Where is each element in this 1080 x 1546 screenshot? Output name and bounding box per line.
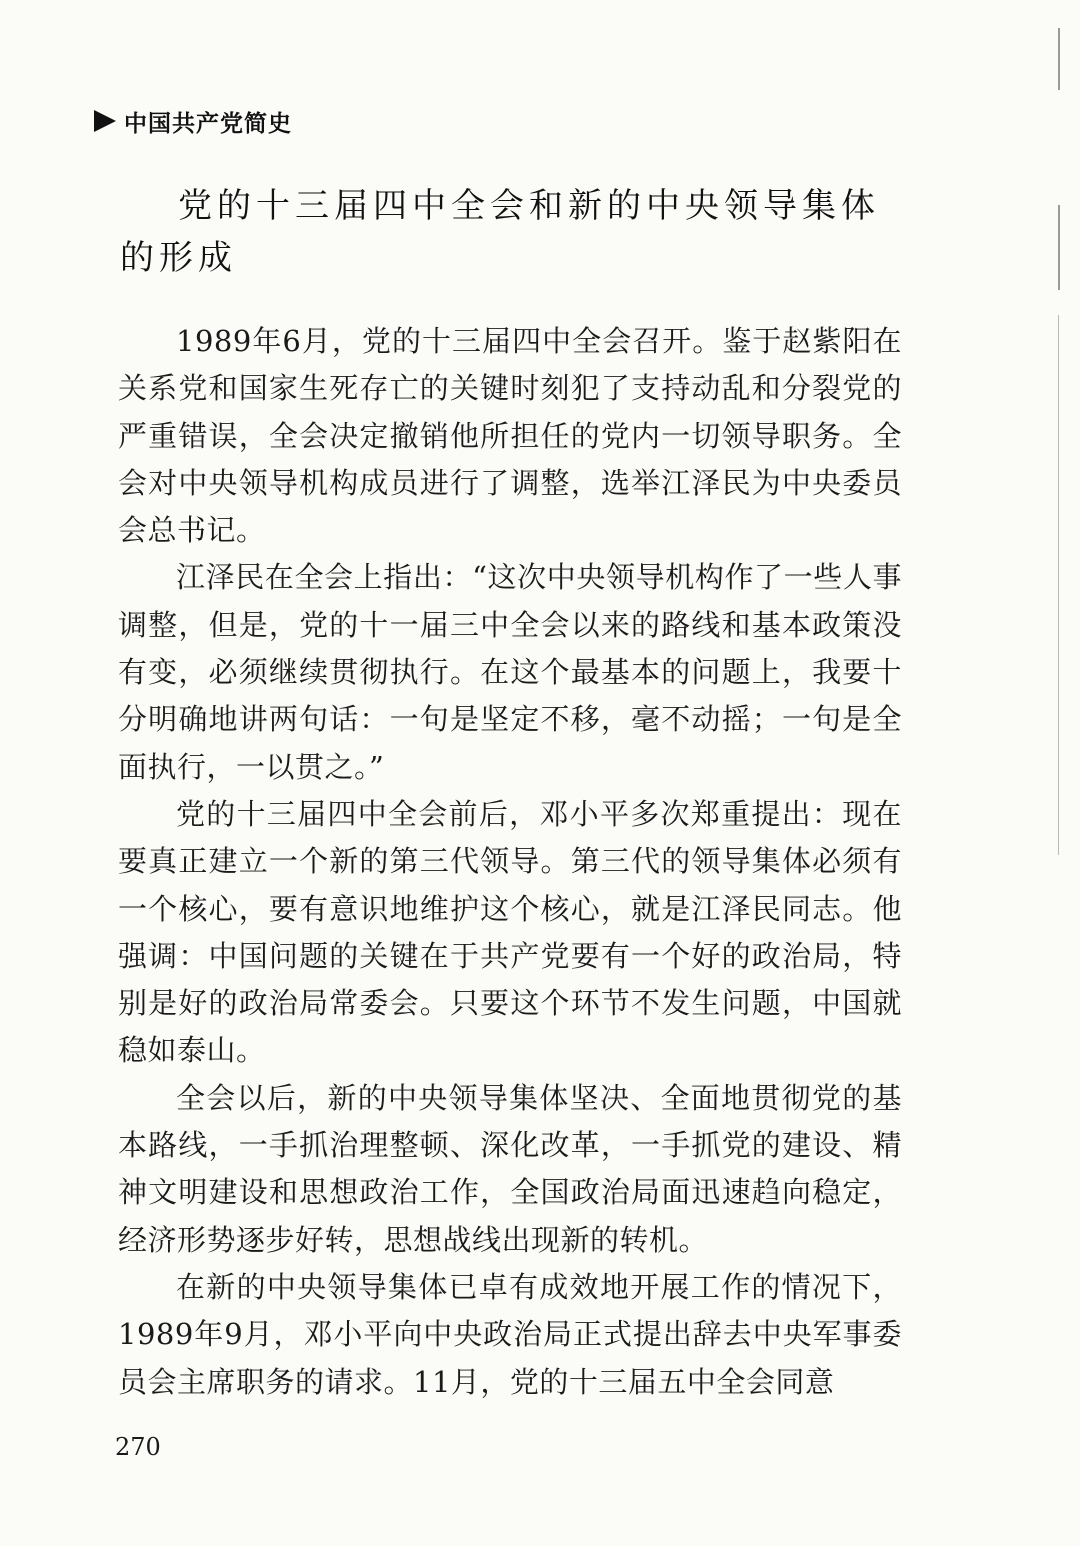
page-edge-line — [1058, 28, 1060, 90]
body-text — [118, 318, 902, 1406]
page-edge-line — [1058, 315, 1059, 855]
paragraph: 在新的中央领导集体已卓有成效地开展工作的情况下，1989年9月，邓小平向中央政治局正式提出辞去中央军事委员会主席职务的请求。11月，党的十三届五中全会同意 — [118, 1269, 902, 1399]
paragraph: 1989年6月，党的十三届四中全会召开。鉴于赵紫阳在关系党和国家生死存亡的关键时刻犯了支持动乱和分裂党的严重错误，全会决定撤销他所担任的党内一切领导职务。全会对中央领导机构成员进行了调整，选举江泽民为中央委员会总书记。 — [118, 324, 902, 548]
section-title: 党的十三届四中全会和新的中央领导集体的形成 — [120, 186, 880, 278]
page-edge-line — [1058, 205, 1060, 290]
triangle-right-icon — [94, 110, 116, 132]
running-head — [94, 104, 292, 138]
running-head-title: 中国共产党简史 — [124, 110, 292, 137]
paragraph: 江泽民在全会上指出：“这次中央领导机构作了一些人事调整，但是，党的十一届三中全会以来的路线和基本政策没有变，必须继续贯彻执行。在这个最基本的问题上，我要十分明确地讲两句话：一句是坚定不移，毫不动摇；一句是全面执行，一以贯之。” — [118, 560, 902, 784]
paragraph: 全会以后，新的中央领导集体坚决、全面地贯彻党的基本路线，一手抓治理整顿、深化改革，一手抓党的建设、精神文明建设和思想政治工作，全国政治局面迅速趋向稳定，经济形势逐步好转，思想战线出现新的转机。 — [118, 1080, 902, 1257]
paragraph: 党的十三届四中全会前后，邓小平多次郑重提出：现在要真正建立一个新的第三代领导。第三代的领导集体必须有一个核心，要有意识地维护这个核心，就是江泽民同志。他强调：中国问题的关键在于共产党要有一个好的政治局，特别是好的政治局常委会。只要这个环节不发生问题，中国就稳如泰山。 — [118, 796, 902, 1068]
page-number: 270 — [115, 1433, 161, 1461]
